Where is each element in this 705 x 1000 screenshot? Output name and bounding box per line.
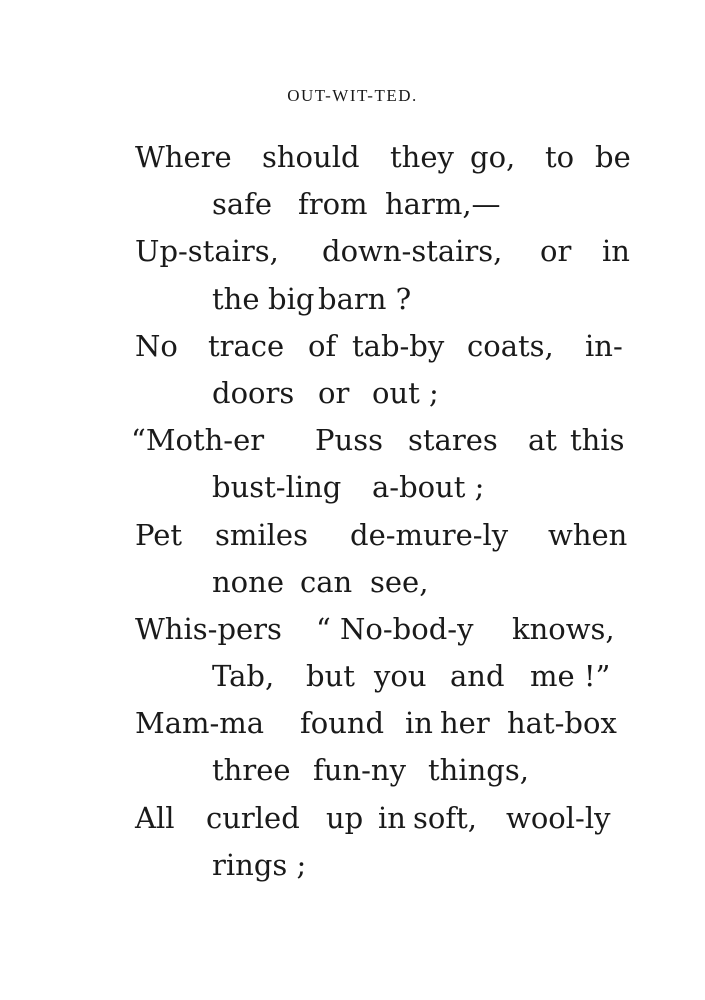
- poem-word: tab-by: [352, 328, 445, 363]
- poem-word: when: [548, 517, 628, 552]
- poem-word: rings ;: [212, 847, 307, 882]
- poem-word: in: [405, 706, 433, 741]
- poem-word: safe: [212, 187, 273, 222]
- poem-line-6: [0, 370, 705, 417]
- poem-word: stares: [408, 423, 498, 458]
- poem-word: in: [602, 234, 630, 269]
- poem-word: this: [570, 423, 625, 458]
- poem-line-2: [0, 181, 705, 228]
- poem-word: “Moth-er: [131, 423, 265, 458]
- poem-word: but: [306, 659, 355, 694]
- poem-word: or: [540, 234, 572, 269]
- poem-line-11: [0, 606, 705, 653]
- poem-line-13: [0, 700, 705, 747]
- poem-word: Pet: [135, 517, 183, 552]
- poem-word: Mam-ma: [135, 706, 265, 741]
- poem-line-5: [0, 323, 705, 370]
- poem-word: All: [135, 800, 175, 835]
- poem-word: coats,: [467, 328, 554, 363]
- poem-word: No: [135, 328, 178, 363]
- poem-word: up: [326, 800, 364, 835]
- poem-word: her: [440, 706, 490, 741]
- poem-line-1: [0, 134, 705, 181]
- poem-word: should: [262, 140, 360, 174]
- poem-word: smiles: [215, 517, 308, 552]
- poem-line-9: [0, 512, 705, 559]
- poem-word: bust-ling: [212, 470, 342, 505]
- poem-word: big: [268, 281, 315, 316]
- poem-word: of: [308, 328, 337, 363]
- poem-word: Whis-pers: [135, 611, 282, 646]
- poem-word: “ No-bod-y: [316, 611, 474, 646]
- poem-word: me !”: [530, 659, 611, 694]
- poem-word: fun-ny: [313, 753, 406, 788]
- poem-word: go,: [470, 140, 516, 174]
- poem-line-10: [0, 559, 705, 606]
- poem-line-16: [0, 842, 705, 889]
- poem-word: a-bout ;: [372, 470, 485, 505]
- poem-line-3: [0, 228, 705, 275]
- poem-line-15: [0, 795, 705, 842]
- poem-word: you: [374, 659, 427, 694]
- poem-line-7: [0, 417, 705, 464]
- poem-word: the: [212, 281, 260, 316]
- poem-word: they: [390, 140, 454, 174]
- poem-word: de-mure-ly: [350, 517, 509, 552]
- poem-word: things,: [428, 753, 529, 788]
- poem-word: at: [528, 423, 557, 458]
- poem-word: none: [212, 564, 284, 599]
- poem-word: can: [300, 564, 353, 599]
- poem-word: Up-stairs,: [135, 234, 279, 269]
- poem-word: from: [298, 187, 368, 222]
- poem-word: and: [450, 659, 505, 694]
- poem-word: trace: [208, 328, 285, 363]
- poem-word: soft,: [413, 800, 477, 835]
- poem-word: to: [545, 140, 575, 174]
- poem: [0, 134, 705, 889]
- poem-word: wool-ly: [506, 800, 611, 835]
- page-title: OUT-WIT-TED.: [287, 86, 418, 105]
- poem-word: see,: [370, 564, 429, 599]
- poem-line-12: [0, 653, 705, 700]
- poem-word: Where: [135, 140, 232, 174]
- poem-word: or: [318, 375, 350, 410]
- poem-word: three: [212, 753, 291, 788]
- poem-word: down-stairs,: [322, 234, 503, 269]
- poem-word: harm,—: [385, 187, 501, 222]
- poem-word: barn ?: [318, 281, 412, 316]
- poem-line-14: [0, 747, 705, 794]
- poem-line-4: [0, 276, 705, 323]
- poem-word: be: [595, 140, 631, 174]
- poem-word: knows,: [512, 611, 615, 646]
- poem-word: found: [300, 706, 385, 741]
- poem-word: curled: [206, 800, 300, 835]
- poem-word: doors: [212, 375, 295, 410]
- poem-word: in: [378, 800, 406, 835]
- poem-word: hat-box: [507, 706, 617, 741]
- poem-word: Puss: [315, 423, 383, 458]
- poem-line-8: [0, 464, 705, 511]
- poem-word: Tab,: [212, 659, 275, 694]
- poem-word: out ;: [372, 375, 439, 410]
- poem-word: in-: [585, 328, 623, 363]
